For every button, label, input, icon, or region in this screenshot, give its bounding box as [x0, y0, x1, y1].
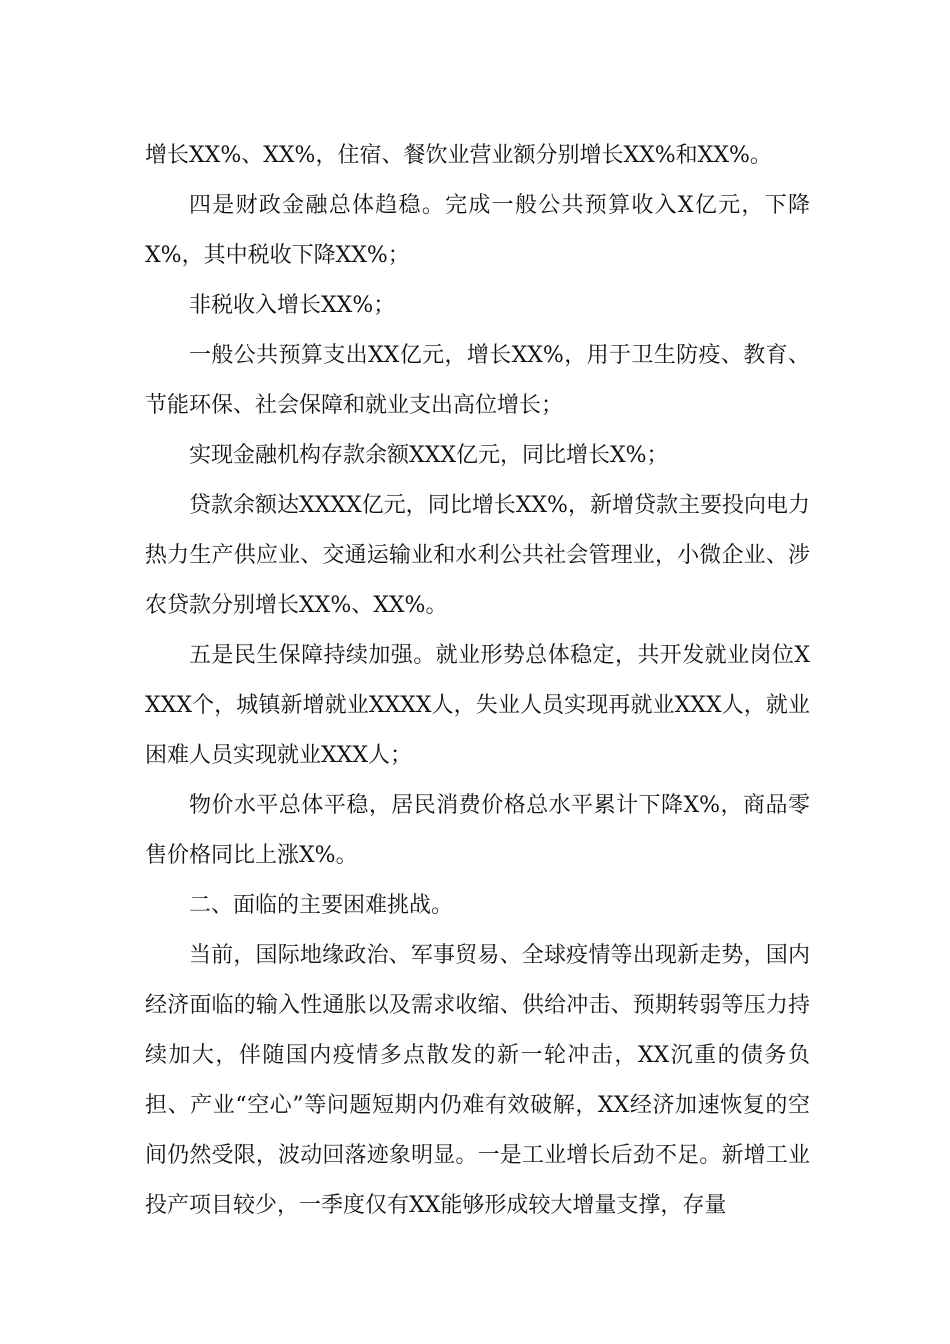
paragraph-deposits: 实现金融机构存款余额XXX亿元，同比增长X%； — [189, 443, 669, 468]
paragraph-prices: 物价水平总体平稳，居民消费价格总水平累计下降X%，商品零售价格同比上涨X%。 — [145, 793, 810, 868]
paragraph-livelihood: 五是民生保障持续加强。就业形势总体稳定，共开发就业岗位XXXX个，城镇新增就业XXXX人，失业人员实现再就业XXX人，就业困难人员实现就业XXX人； — [145, 643, 810, 768]
section-heading-challenges: 二、面临的主要困难挑战。 — [189, 893, 454, 918]
paragraph-fiscal-finance: 四是财政金融总体趋稳。完成一般公共预算收入X亿元，下降X%，其中税收下降XX%； — [145, 193, 810, 268]
paragraph-non-tax-revenue: 非税收入增长XX%； — [189, 293, 396, 318]
paragraph-public-expenditure: 一般公共预算支出XX亿元，增长XX%，用于卫生防疫、教育、节能环保、社会保障和就业支出高位增长； — [145, 343, 810, 418]
paragraph-continuation: 增长XX%、XX%，住宿、餐饮业营业额分别增长XX%和XX%。 — [145, 143, 772, 168]
paragraph-loans: 贷款余额达XXXX亿元，同比增长XX%，新增贷款主要投向电力热力生产供应业、交通运输业和水利公共社会管理业，小微企业、涉农贷款分别增长XX%、XX%。 — [145, 493, 810, 618]
paragraph-current-situation: 当前，国际地缘政治、军事贸易、全球疫情等出现新走势，国内经济面临的输入性通胀以及需求收缩、供给冲击、预期转弱等压力持续加大，伴随国内疫情多点散发的新一轮冲击，XX沉重的债务负担、产业“空心”等问题短期内仍难有效破解，XX经济加速恢复的空间仍然受限，波动回落迹象明显。一是工业增长后劲不足。新增工业投产项目较少，一季度仅有XX能够形成较大增量支撑，存量 — [145, 943, 810, 1218]
document-body — [145, 131, 810, 1231]
